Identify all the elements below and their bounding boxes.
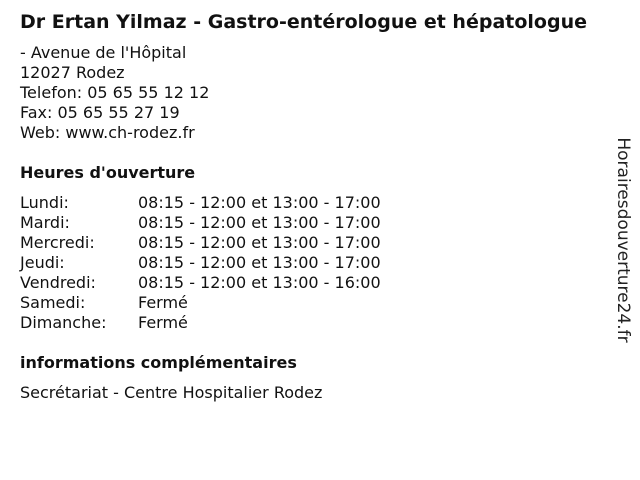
day-label: Lundi: [20, 193, 69, 212]
fax-number: Fax: 05 65 55 27 19 [20, 103, 180, 122]
page-title: Dr Ertan Yilmaz - Gastro-entérologue et hépatologue [20, 11, 587, 33]
phone-number: Telefon: 05 65 55 12 12 [20, 83, 210, 102]
site-watermark: Horairesdouverture24.fr [613, 137, 633, 343]
day-label: Mardi: [20, 213, 70, 232]
day-label: Mercredi: [20, 233, 95, 252]
hours-row-monday [20, 193, 381, 213]
hours-row-thursday [20, 253, 381, 273]
hours-heading: Heures d'ouverture [20, 163, 196, 182]
contact-block [20, 43, 209, 143]
day-hours: 08:15 - 12:00 et 13:00 - 17:00 [138, 253, 381, 272]
info-heading: informations complémentaires [20, 353, 297, 372]
hours-row-friday [20, 273, 381, 293]
address-city: 12027 Rodez [20, 63, 125, 82]
day-hours: 08:15 - 12:00 et 13:00 - 17:00 [138, 233, 381, 252]
day-label: Dimanche: [20, 313, 107, 332]
day-label: Samedi: [20, 293, 86, 312]
day-hours: Fermé [138, 293, 188, 312]
day-label: Vendredi: [20, 273, 96, 292]
hours-row-sunday [20, 313, 381, 333]
hours-row-wednesday [20, 233, 381, 253]
info-text: Secrétariat - Centre Hospitalier Rodez [20, 383, 323, 402]
address-street: - Avenue de l'Hôpital [20, 43, 187, 62]
hours-row-tuesday [20, 213, 381, 233]
day-hours: 08:15 - 12:00 et 13:00 - 17:00 [138, 213, 381, 232]
website-link[interactable]: Web: www.ch-rodez.fr [20, 123, 195, 142]
day-hours: 08:15 - 12:00 et 13:00 - 17:00 [138, 193, 381, 212]
hours-table [20, 193, 381, 333]
day-hours: Fermé [138, 313, 188, 332]
day-hours: 08:15 - 12:00 et 13:00 - 16:00 [138, 273, 381, 292]
day-label: Jeudi: [20, 253, 65, 272]
hours-row-saturday [20, 293, 381, 313]
